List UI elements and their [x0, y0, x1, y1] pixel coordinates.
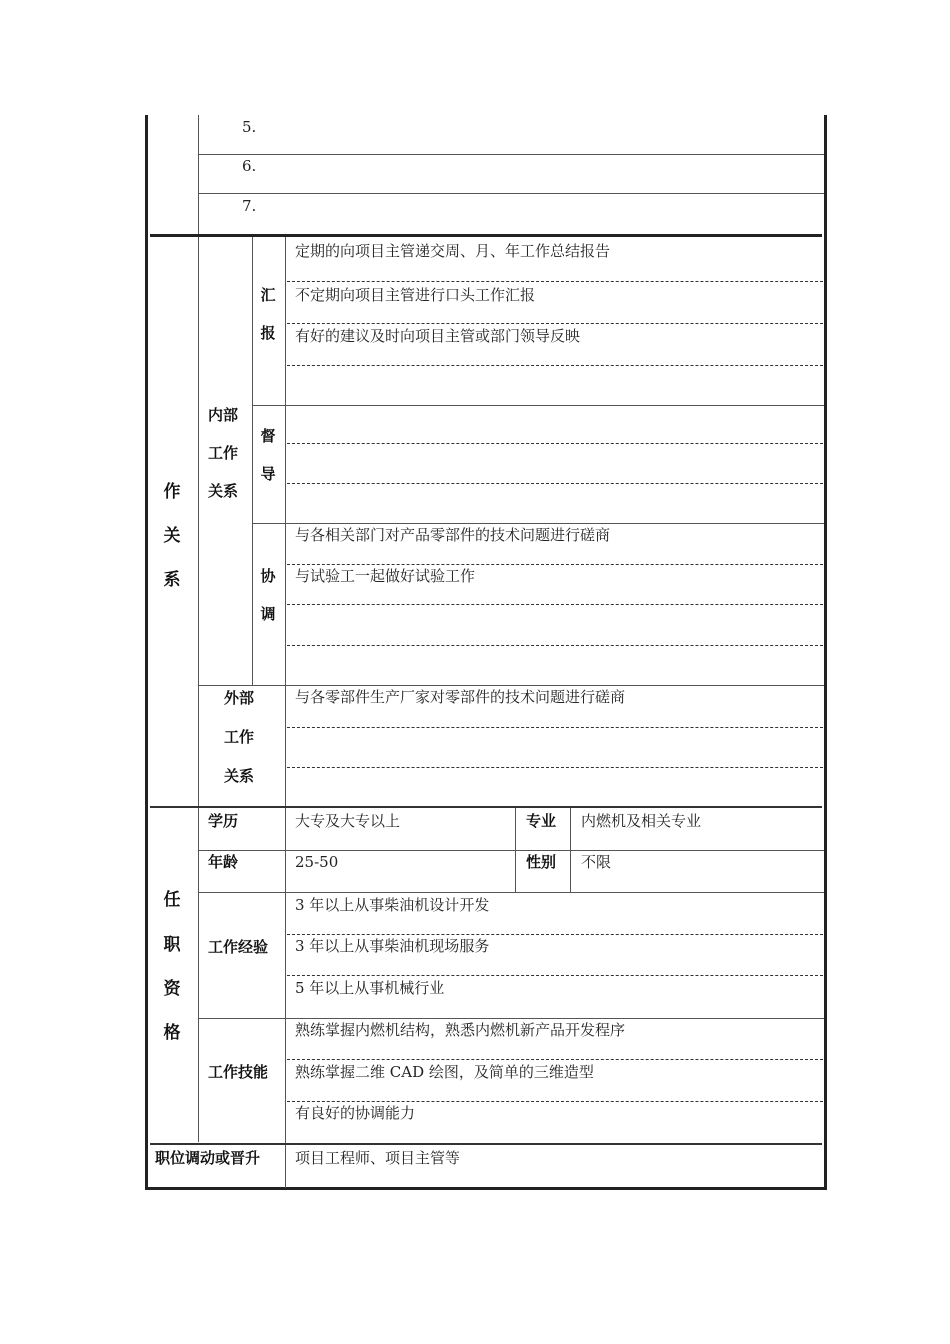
- coordinate-item-1: 与各相关部门对产品零部件的技术问题进行磋商: [295, 526, 611, 544]
- promotion-value: 项目工程师、项目主管等: [295, 1149, 461, 1167]
- coordinate-label-2: 调: [260, 605, 276, 623]
- experience-item-2: 3 年以上从事柴油机现场服务: [295, 937, 490, 955]
- experience-item-1: 3 年以上从事柴油机设计开发: [295, 896, 490, 914]
- report-label-2: 报: [260, 324, 276, 342]
- skills-item-2: 熟练掌握二维 CAD 绘图，及简单的三维造型: [295, 1063, 594, 1081]
- supervise-bottom-line: [252, 523, 824, 524]
- external-dash-2: [287, 767, 823, 768]
- experience-dash-1: [287, 934, 823, 935]
- supervise-label-1: 督: [260, 427, 276, 445]
- supervise-dash-1: [287, 443, 823, 444]
- report-dash-1: [287, 281, 823, 282]
- major-value: 内燃机及相关专业: [581, 812, 702, 830]
- table-right-border: [824, 115, 827, 1190]
- table-left-border: [145, 115, 148, 1190]
- qualifications-label-3: 资: [163, 979, 181, 999]
- list-number-7: 7.: [242, 197, 257, 215]
- internal-bottom-line: [198, 685, 824, 686]
- report-item-3: 有好的建议及时向项目主管或部门领导反映: [295, 327, 581, 345]
- age-row-bottom: [198, 892, 824, 893]
- gender-value: 不限: [581, 853, 612, 871]
- external-item-1: 与各零部件生产厂家对零部件的技术问题进行磋商: [295, 688, 626, 706]
- report-label-1: 汇: [260, 286, 276, 304]
- skills-item-3: 有良好的协调能力: [295, 1104, 416, 1122]
- experience-row-bottom: [198, 1018, 824, 1019]
- row-line-7: [198, 193, 824, 194]
- section-separator-relations: [150, 234, 822, 237]
- coordinate-dash-1: [287, 564, 823, 565]
- col-divider-inner-content: [285, 237, 286, 685]
- coordinate-dash-2: [287, 604, 823, 605]
- external-label-line1: 外部: [224, 689, 255, 707]
- report-bottom-line: [252, 405, 824, 406]
- qualifications-label-2: 职: [163, 935, 181, 955]
- qualifications-label-1: 任: [163, 890, 181, 910]
- qualifications-label-4: 格: [163, 1023, 181, 1043]
- promotion-label: 职位调动或晋升: [155, 1149, 261, 1167]
- internal-label-line3: 关系: [208, 482, 239, 500]
- experience-dash-2: [287, 975, 823, 976]
- gender-label: 性别: [526, 853, 557, 871]
- skills-item-1: 熟练掌握内燃机结构，熟悉内燃机新产品开发程序: [295, 1021, 626, 1039]
- major-label: 专业: [526, 812, 557, 830]
- report-dash-3: [287, 365, 823, 366]
- supervise-label-2: 导: [260, 465, 276, 483]
- coordinate-item-2: 与试验工一起做好试验工作: [295, 567, 476, 585]
- col-divider-label: [285, 685, 286, 1188]
- qualifications-bottom-line: [150, 1143, 822, 1145]
- education-value: 大专及大专以上: [295, 812, 401, 830]
- supervise-dash-2: [287, 483, 823, 484]
- experience-label: 工作经验: [208, 938, 269, 956]
- section-separator-qualifications: [150, 806, 822, 808]
- internal-label-line2: 工作: [208, 444, 239, 462]
- internal-label-line1: 内部: [208, 406, 239, 424]
- education-label: 学历: [208, 812, 239, 830]
- list-number-6: 6.: [242, 157, 257, 175]
- relations-section-label-2: 关: [163, 526, 181, 546]
- report-dash-2: [287, 323, 823, 324]
- row-line-6: [198, 154, 824, 155]
- list-number-5: 5.: [242, 118, 257, 136]
- education-row-bottom: [198, 850, 824, 851]
- coordinate-dash-3: [287, 645, 823, 646]
- age-label: 年龄: [208, 853, 239, 871]
- table-bottom-border: [145, 1187, 827, 1190]
- report-item-1: 定期的向项目主管递交周、月、年工作总结报告: [295, 242, 611, 260]
- external-dash-1: [287, 727, 823, 728]
- external-label-line3: 关系: [224, 767, 255, 785]
- report-item-2: 不定期向项目主管进行口头工作汇报: [295, 286, 536, 304]
- col-divider-section: [198, 115, 199, 1142]
- skills-label: 工作技能: [208, 1063, 269, 1081]
- age-value: 25-50: [295, 853, 339, 871]
- relations-section-label-3: 系: [163, 570, 181, 590]
- coordinate-label-1: 协: [260, 567, 276, 585]
- skills-dash-2: [287, 1101, 823, 1102]
- external-label-line2: 工作: [224, 728, 255, 746]
- experience-item-3: 5 年以上从事机械行业: [295, 979, 445, 997]
- relations-section-label-1: 作: [163, 482, 181, 502]
- skills-dash-1: [287, 1059, 823, 1060]
